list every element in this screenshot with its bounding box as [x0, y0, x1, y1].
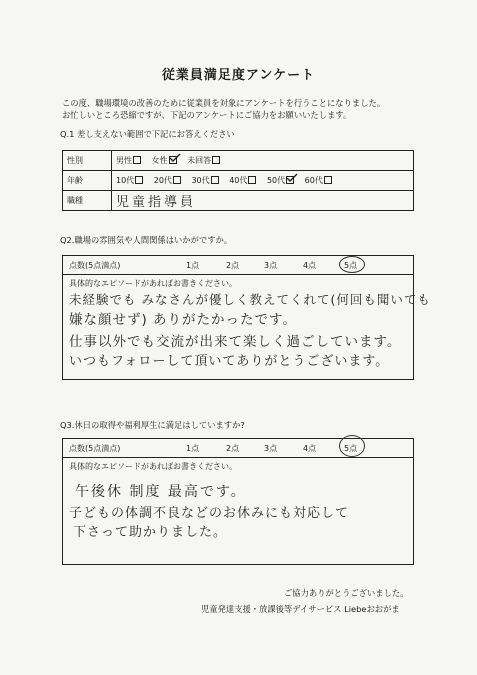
q2-point-1[interactable]: 1点	[186, 261, 200, 270]
age-option-40s[interactable]: 40代	[229, 176, 256, 185]
page-title: 従業員満足度アンケート	[161, 68, 316, 83]
checkbox[interactable]	[135, 176, 143, 184]
q2-score-label: 点数(5点満点)	[69, 261, 121, 270]
checkbox[interactable]	[248, 176, 256, 184]
job-value-handwritten: 児童指導員	[116, 195, 197, 210]
age-option-60s[interactable]: 60代	[305, 176, 332, 185]
age-option-20s[interactable]: 20代	[154, 176, 181, 185]
check-mark-icon	[169, 153, 181, 163]
q2-answer-line-4: いつもフォローして頂いてありがとうございます。	[69, 354, 390, 369]
q3-point-5[interactable]: 5点	[344, 444, 358, 453]
q3-point-4[interactable]: 4点	[303, 444, 317, 453]
footer-organization: 児童発達支援・放課後等デイサービス Liebeおおがま	[201, 604, 400, 614]
q3-point-2[interactable]: 2点	[226, 444, 240, 453]
age-row	[63, 171, 414, 191]
q2-point-5[interactable]: 5点	[344, 261, 358, 270]
checkbox[interactable]	[173, 176, 181, 184]
gender-label: 性別	[63, 151, 112, 171]
profile-table	[62, 150, 414, 211]
q2-score-row	[63, 256, 413, 275]
check-mark-icon	[286, 173, 298, 183]
gender-row	[63, 151, 414, 171]
q3-selected-circle	[339, 435, 365, 457]
age-option-10s[interactable]: 10代	[116, 176, 143, 185]
checkbox[interactable]	[133, 156, 141, 164]
q2-point-2[interactable]: 2点	[226, 261, 240, 270]
gender-option-female[interactable]: 女性	[152, 156, 177, 165]
checkbox[interactable]	[324, 176, 332, 184]
intro-line-2: お忙しいところ恐縮ですが、下記のアンケートにご協力をお願いいたします。	[62, 110, 352, 120]
q3-answer-line-3: 下さって助かりました。	[73, 525, 228, 540]
q3-heading: Q3.休日の取得や福利厚生に満足はしていますか?	[60, 420, 245, 430]
job-field[interactable]	[112, 191, 414, 211]
q2-box	[62, 255, 431, 380]
q3-score-label: 点数(5点満点)	[69, 444, 121, 453]
q3-box	[62, 438, 414, 565]
q2-selected-circle	[339, 256, 365, 273]
q3-score-row	[63, 439, 413, 458]
intro-line-1: この度、職場環境の改善のために従業員を対象にアンケートを行うことになりました。	[62, 98, 386, 108]
age-option-30s[interactable]: 30代	[191, 176, 218, 185]
q3-point-3[interactable]: 3点	[264, 444, 278, 453]
q3-answer-line-2: 子どもの体調不良などのお休みにも対応して	[69, 506, 350, 521]
q2-answer-line-3: 仕事以外でも交流が出来て楽しく過ごしています。	[69, 334, 402, 350]
q2-heading: Q2.職場の雰囲気や人間関係はいかがですか。	[60, 235, 233, 245]
age-option-50s[interactable]: 50代	[267, 176, 294, 185]
q1-heading: Q.1 差し支えない範囲で下記にお答えください	[60, 129, 235, 139]
q2-point-4[interactable]: 4点	[303, 261, 317, 270]
age-options	[112, 171, 414, 191]
q3-prompt: 具体的なエピソードがあればお書きください。	[69, 462, 237, 471]
gender-option-none[interactable]: 未回答	[187, 156, 220, 165]
gender-options	[112, 151, 414, 171]
q2-answer-line-1: 未経験でも みなさんが優しく教えてくれて(何回も聞いても	[69, 292, 431, 307]
q2-point-3[interactable]: 3点	[264, 261, 278, 270]
gender-option-male[interactable]: 男性	[116, 156, 141, 165]
age-label: 年齢	[63, 171, 112, 191]
q2-answer-line-2: 嫌な顔せず) ありがたかったです。	[69, 312, 297, 328]
q3-point-1[interactable]: 1点	[186, 444, 200, 453]
checkbox[interactable]	[211, 176, 219, 184]
footer-thanks: ご協力ありがとうございました。	[284, 588, 409, 598]
q3-answer-line-1: 午後休 制度 最高です。	[75, 484, 247, 500]
q2-prompt: 具体的なエピソードがあればお書きください。	[69, 279, 237, 288]
checkbox[interactable]	[212, 156, 220, 164]
job-row	[63, 191, 414, 211]
checkbox-checked[interactable]	[169, 156, 177, 164]
checkbox-checked[interactable]	[286, 176, 294, 184]
job-label: 職種	[63, 191, 112, 211]
